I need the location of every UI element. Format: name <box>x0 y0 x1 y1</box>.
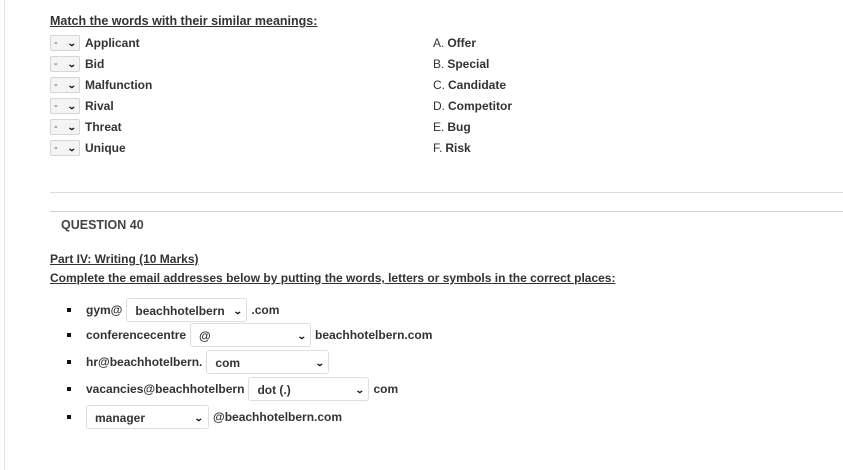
email-prefix: gym@ <box>86 303 123 317</box>
question-title: QUESTION 40 <box>61 218 144 232</box>
match-select[interactable]: - ⌄ <box>50 98 80 114</box>
match-item <box>50 55 104 73</box>
match-option: D. Competitor <box>433 99 512 113</box>
chevron-down-icon: ⌄ <box>67 37 78 48</box>
matching-heading: Match the words with their similar meanings: <box>50 14 318 28</box>
email-prefix: conferencecentre <box>86 328 187 342</box>
match-select[interactable]: - ⌄ <box>50 35 80 51</box>
chevron-down-icon: ⌄ <box>67 58 78 69</box>
match-option: C. Candidate <box>433 78 507 92</box>
match-select[interactable]: - ⌄ <box>50 119 80 135</box>
match-item-label: Threat <box>85 120 122 134</box>
bullet <box>67 387 71 391</box>
email-select[interactable]: com ⌄ <box>206 350 329 374</box>
email-item <box>67 323 432 347</box>
question-divider <box>50 211 843 212</box>
match-item-label: Unique <box>85 141 126 155</box>
chevron-down-icon: ⌄ <box>232 305 243 316</box>
email-prefix: hr@beachhotelbern. <box>86 355 203 369</box>
chevron-down-icon: ⌄ <box>67 100 78 111</box>
match-select[interactable]: - ⌄ <box>50 140 80 156</box>
chevron-down-icon: ⌄ <box>314 357 325 368</box>
matching-question <box>50 14 843 155</box>
email-item <box>67 405 342 429</box>
match-option: E. Bug <box>433 120 471 134</box>
bullet <box>67 360 71 364</box>
match-item <box>50 34 140 52</box>
chevron-down-icon: ⌄ <box>296 330 307 341</box>
bullet <box>67 333 71 337</box>
email-prefix: vacancies@beachhotelbern <box>86 382 245 396</box>
email-suffix: .com <box>251 303 280 317</box>
section-divider <box>50 192 843 193</box>
match-item-label: Rival <box>85 99 114 113</box>
bullet <box>67 308 71 312</box>
chevron-down-icon: ⌄ <box>67 121 78 132</box>
page-left-border <box>4 0 5 470</box>
email-select[interactable]: manager ⌄ <box>86 405 209 429</box>
match-item <box>50 76 152 94</box>
instruction-text: Complete the email addresses below by putting the words, letters or symbols in the correct places: <box>50 271 616 285</box>
part-heading: Part IV: Writing (10 Marks) <box>50 252 199 266</box>
match-option: A. Offer <box>433 36 477 50</box>
chevron-down-icon: ⌄ <box>354 384 365 395</box>
match-item-label: Bid <box>85 57 105 71</box>
email-select[interactable]: @ ⌄ <box>190 323 311 347</box>
match-item <box>50 118 122 136</box>
match-item <box>50 139 126 157</box>
email-item <box>67 377 398 401</box>
match-item <box>50 97 114 115</box>
match-option: F. Risk <box>433 141 471 155</box>
match-item-label: Malfunction <box>85 78 153 92</box>
chevron-down-icon: ⌄ <box>67 142 78 153</box>
email-suffix: com <box>373 382 399 396</box>
email-item <box>67 350 333 374</box>
match-option: B. Special <box>433 57 490 71</box>
email-suffix: @beachhotelbern.com <box>213 410 343 424</box>
email-select[interactable]: dot (.) ⌄ <box>248 377 369 401</box>
match-select[interactable]: - ⌄ <box>50 56 80 72</box>
chevron-down-icon: ⌄ <box>67 79 78 90</box>
email-select[interactable]: beachhotelbern ⌄ <box>126 298 247 322</box>
match-item-label: Applicant <box>85 36 140 50</box>
match-select[interactable]: - ⌄ <box>50 77 80 93</box>
email-suffix: beachhotelbern.com <box>315 328 433 342</box>
bullet <box>67 415 71 419</box>
email-item <box>67 298 279 322</box>
chevron-down-icon: ⌄ <box>194 412 205 423</box>
